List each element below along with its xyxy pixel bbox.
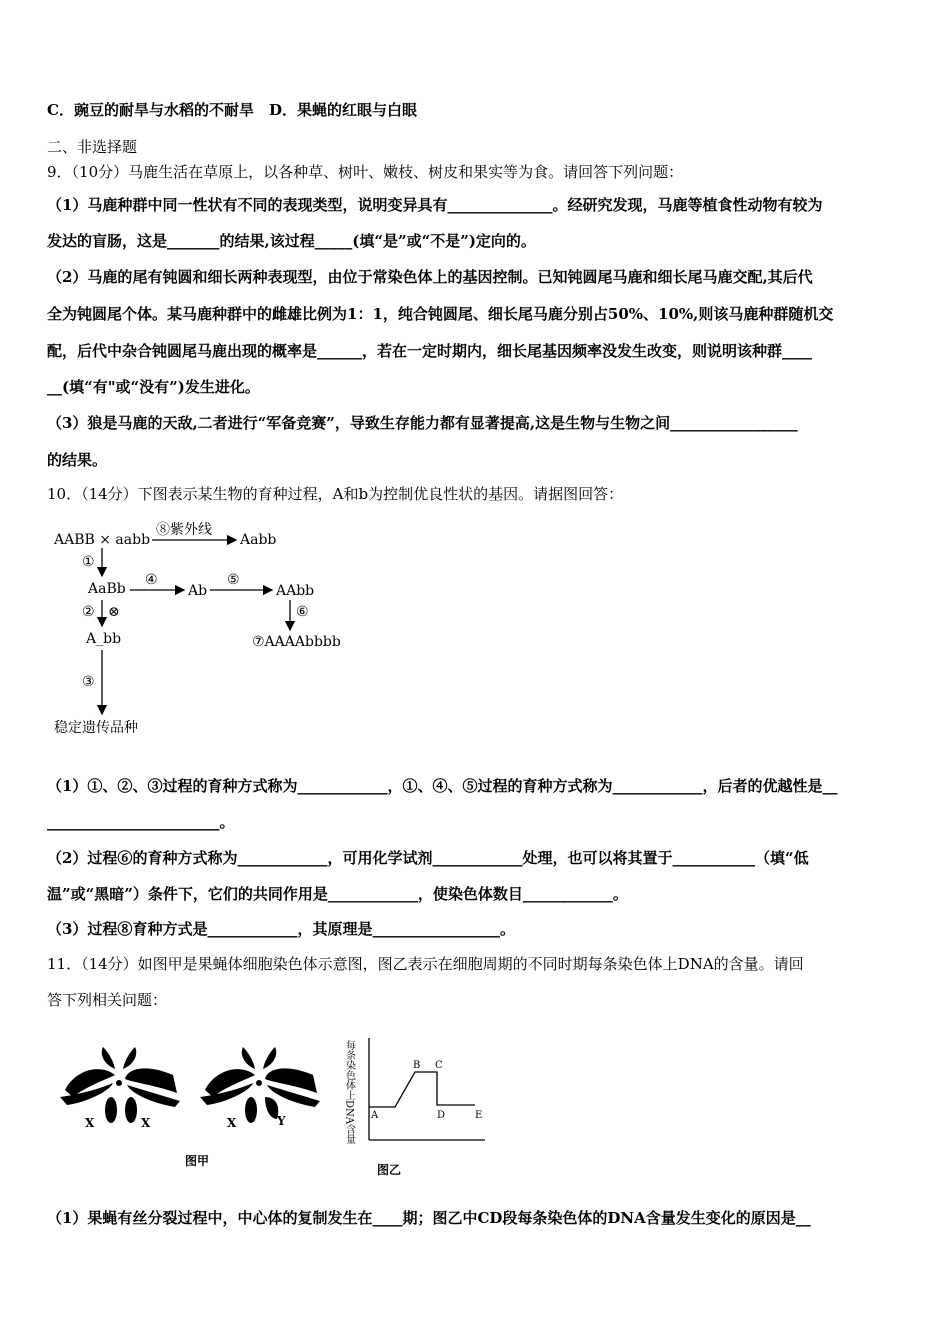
point-c: C [435, 1060, 443, 1071]
haploid-label: Ab [188, 583, 208, 599]
q10-part1-line2: _______________________。 [47, 813, 235, 831]
figure-jia [55, 1035, 345, 1175]
selfing-symbol: ⊗ [108, 604, 120, 620]
q9-part3-line2: 的结果。 [47, 451, 108, 469]
q9-part2-line4: __(填“有"或“没有”)发生进化。 [47, 378, 260, 396]
point-d: D [437, 1110, 446, 1121]
option-cd: C．豌豆的耐旱与水稻的不耐旱 D．果蝇的红眼与白眼 [47, 101, 417, 119]
q9-part3-line1: （3）狼是马鹿的天敌,二者进行“军备竞赛”，导致生存能力都有显著提高,这是生物与生物之间_________________ [47, 414, 798, 432]
step8-label: ⑧紫外线 [156, 522, 212, 538]
f1-label: AaBb [88, 581, 126, 597]
step5-label: ⑤ [227, 572, 240, 588]
step4-label: ④ [145, 572, 158, 588]
q9-part2-line3: 配，后代中杂合钝圆尾马鹿出现的概率是______，若在一定时期内，细长尾基因频率没发生改变，则说明该种群____ [47, 342, 813, 360]
mutant-label: Aabb [240, 532, 277, 548]
chromosome-set-female [60, 1047, 180, 1123]
doubled-label: AAbb [276, 583, 315, 599]
breeding-diagram [50, 518, 350, 743]
point-e: E [475, 1110, 483, 1121]
q9-part1-line2: 发达的盲肠，这是_______的结果,该过程_____(填“是”或“不是”)定向的。 [47, 232, 536, 250]
tetraploid-label: ⑦AAAAbbbb [252, 634, 341, 650]
x-label-2: X [141, 1116, 151, 1130]
step6-label: ⑥ [296, 604, 309, 620]
f2-label: A_bb [86, 631, 122, 647]
chromosome-set-male [200, 1047, 320, 1123]
point-a: A [371, 1110, 379, 1121]
question-9-stem: 9．（10分）马鹿生活在草原上，以各种草、树叶、嫩枝、树皮和果实等为食。请回答下列问题： [47, 163, 684, 181]
x-label-3: X [227, 1116, 237, 1130]
caption-jia: 图甲 [185, 1154, 210, 1168]
parents-label: AABB × aabb [54, 532, 151, 548]
point-b: B [413, 1060, 421, 1071]
q10-part2-line1: （2）过程⑥的育种方式称为____________，可用化学试剂____________处理，也可以将其置于___________（填“低 [47, 849, 809, 867]
step1-label: ① [82, 554, 95, 570]
question-11-stem: 11．（14分）如图甲是果蝇体细胞染色体示意图，图乙表示在细胞周期的不同时期每条染色体上DNA的含量。请回 [47, 955, 804, 973]
result-label: 稳定遗传品种 [54, 720, 138, 736]
q11-part1: （1）果蝇有丝分裂过程中，中心体的复制发生在____期；图乙中CD段每条染色体的DNA含量发生变化的原因是__ [47, 1209, 811, 1227]
question-10-stem: 10．（14分）下图表示某生物的育种过程，A和b为控制优良性状的基因。请据图回答： [47, 485, 624, 503]
graph-ylabel: 每条染色体上DNA含量 [343, 1040, 355, 1144]
y-label: Y [277, 1114, 286, 1128]
q10-part1-line1: （1）①、②、③过程的育种方式称为____________，①、④、⑤过程的育种方式称为____________，后者的优越性是__ [47, 777, 838, 795]
caption-yi: 图乙 [377, 1163, 402, 1177]
dna-curve [369, 1072, 475, 1107]
q9-part2-line2: 全为钝圆尾个体。某马鹿种群中的雌雄比例为1：1，纯合钝圆尾、细长尾马鹿分别占50%、10%,则该马鹿种群随机交 [47, 305, 834, 323]
q9-part1-line1: （1）马鹿种群中同一性状有不同的表现类型，说明变异具有______________。经研究发现，马鹿等植食性动物有较为 [47, 196, 823, 214]
x-label-1: X [85, 1116, 95, 1130]
section-heading: 二、非选择题 [47, 138, 138, 156]
q9-part2-line1: （2）马鹿的尾有钝圆和细长两种表现型，由位于常染色体上的基因控制。已知钝圆尾马鹿和细长尾马鹿交配,其后代 [47, 268, 813, 286]
q10-part2-line2: 温”或“黑暗”）条件下，它们的共同作用是____________，使染色体数目____________。 [47, 885, 628, 903]
step3-label: ③ [82, 674, 95, 690]
figure-yi [335, 1032, 495, 1182]
q10-part3: （3）过程⑧育种方式是____________，其原理是_________________。 [47, 920, 515, 938]
step2-label: ② [82, 604, 95, 620]
question-11-stem-2: 答下列相关问题： [47, 991, 168, 1009]
